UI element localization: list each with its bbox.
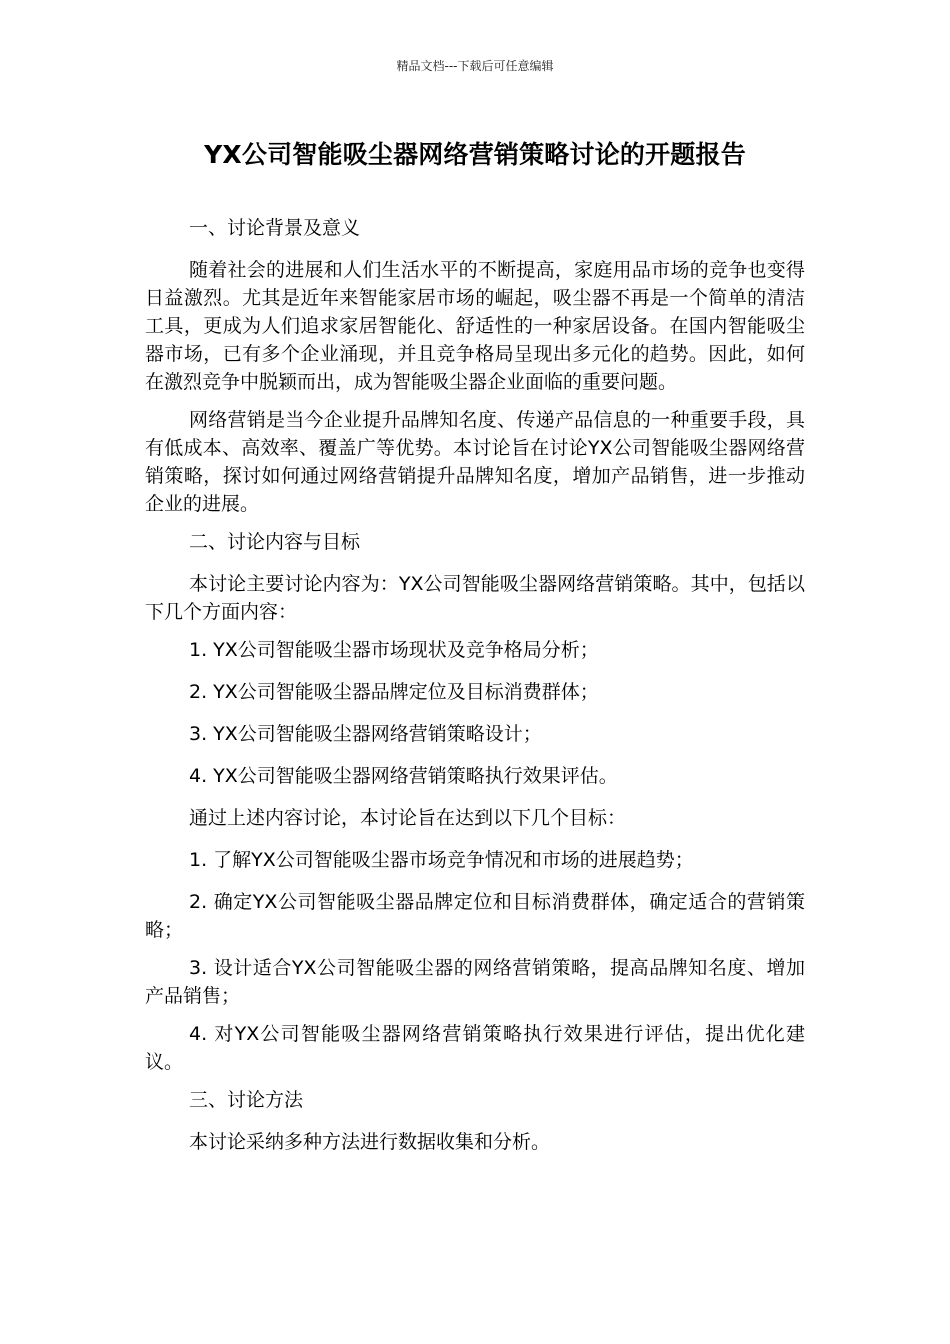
list-item-goal-3: 3. 设计适合YX公司智能吸尘器的网络营销策略，提高品牌知名度、增加产品销售； — [145, 957, 805, 1007]
paragraph-background-2: 网络营销是当今企业提升品牌知名度、传递产品信息的一种重要手段，具有低成本、高效率、覆盖广等优势。本讨论旨在讨论YX公司智能吸尘器网络营销策略，探讨如何通过网络营销提升品牌知名度，增加产品销售，进一步推动企业的进展。 — [145, 409, 805, 515]
document-title: YX公司智能吸尘器网络营销策略讨论的开题报告 — [204, 140, 746, 169]
paragraph-content-intro: 本讨论主要讨论内容为：YX公司智能吸尘器网络营销策略。其中，包括以下几个方面内容： — [145, 573, 805, 623]
paragraph-goals-intro: 通过上述内容讨论，本讨论旨在达到以下几个目标： — [189, 807, 627, 829]
list-item-content-1: 1. YX公司智能吸尘器市场现状及竞争格局分析； — [189, 639, 599, 661]
section-heading-method: 三、讨论方法 — [189, 1089, 304, 1111]
list-item-goal-4: 4. 对YX公司智能吸尘器网络营销策略执行效果进行评估，提出优化建议。 — [145, 1023, 805, 1073]
list-item-content-2: 2. YX公司智能吸尘器品牌定位及目标消费群体； — [189, 681, 599, 703]
section-heading-background: 一、讨论背景及意义 — [189, 217, 361, 239]
list-item-goal-1: 1. 了解YX公司智能吸尘器市场竞争情况和市场的进展趋势； — [189, 849, 694, 871]
paragraph-background-1: 随着社会的进展和人们生活水平的不断提高，家庭用品市场的竞争也变得日益激烈。尤其是近年来智能家居市场的崛起，吸尘器不再是一个简单的清洁工具，更成为人们追求家居智能化、舒适性的一种家居设备。在国内智能吸尘器市场，已有多个企业涌现，并且竞争格局呈现出多元化的趋势。因此，如何在激烈竞争中脱颖而出，成为智能吸尘器企业面临的重要问题。 — [145, 259, 805, 393]
list-item-goal-2: 2. 确定YX公司智能吸尘器品牌定位和目标消费群体，确定适合的营销策略； — [145, 891, 805, 941]
document-body — [145, 214, 805, 1166]
list-item-content-4: 4. YX公司智能吸尘器网络营销策略执行效果评估。 — [189, 765, 618, 787]
section-heading-content: 二、讨论内容与目标 — [189, 531, 361, 553]
list-item-content-3: 3. YX公司智能吸尘器网络营销策略设计； — [189, 723, 542, 745]
paragraph-method-1: 本讨论采纳多种方法进行数据收集和分析。 — [189, 1131, 551, 1153]
page-header-note: 精品文档---下载后可任意编辑 — [396, 59, 554, 73]
